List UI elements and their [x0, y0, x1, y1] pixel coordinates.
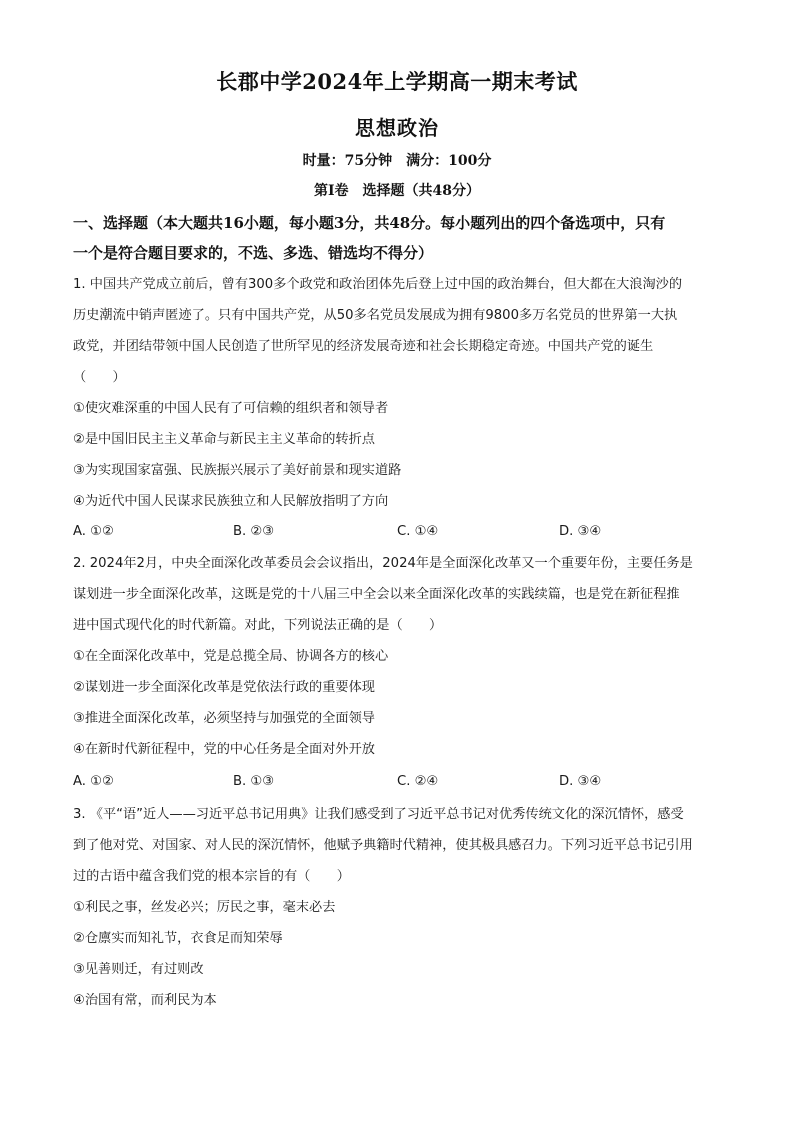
section-heading-line2: 一个是符合题目要求的，不选、多选、错选均不得分）	[73, 244, 434, 262]
q3-statement-2: ②仓廪实而知礼节，衣食足而知荣辱	[73, 931, 283, 946]
q1-statement-1: ①使灾难深重的中国人民有了可信赖的组织者和领导者	[73, 401, 389, 416]
time-info: 时量：75分钟 满分：100分	[302, 153, 492, 169]
q1-stem-line: 政党，并团结带领中国人民创造了世所罕见的经济发展奇迹和社会长期稳定奇迹。中国共产党的诞生	[73, 339, 654, 354]
q1-statement-4: ④为近代中国人民谋求民族独立和人民解放指明了方向	[73, 494, 389, 509]
q2-stem-line: 进中国式现代化的时代新篇。对此，下列说法正确的是（ ）	[73, 618, 443, 633]
q2-option-d[interactable]: D. ③④	[559, 774, 602, 789]
subject-title: 思想政治	[355, 116, 439, 140]
q1-statement-2: ②是中国旧民主主义革命与新民主主义革命的转折点	[73, 432, 375, 447]
q3-stem-line: 过的古语中蕴含我们党的根本宗旨的有（ ）	[73, 869, 350, 884]
q3-stem-line: 3. 《平“语”近人——习近平总书记用典》让我们感受到了习近平总书记对优秀传统文化的深沉情怀，感受	[73, 807, 684, 822]
q2-statement-2: ②谋划进一步全面深化改革是党依法行政的重要体现	[73, 680, 375, 695]
q2-option-b[interactable]: B. ①③	[233, 774, 275, 789]
q2-stem-line: 2. 2024年2月，中央全面深化改革委员会会议指出，2024年是全面深化改革又一个重要年份，主要任务是	[73, 556, 693, 571]
q3-stem-line: 到了他对党、对国家、对人民的深沉情怀，他赋予典籍时代精神，使其极具感召力。下列习近平总书记引用	[73, 838, 693, 853]
q1-answer-blank: （ ）	[73, 370, 126, 385]
q2-statement-3: ③推进全面深化改革，必须坚持与加强党的全面领导	[73, 711, 375, 726]
section-heading-line1: 一、选择题（本大题共16小题，每小题3分，共48分。每小题列出的四个备选项中，只有	[73, 214, 666, 232]
q2-option-a[interactable]: A. ①②	[73, 774, 114, 789]
q2-stem-line: 谋划进一步全面深化改革，这既是党的十八届三中全会以来全面深化改革的实践续篇，也是党在新征程推	[73, 587, 680, 602]
q1-options	[73, 524, 728, 542]
q3-statement-4: ④治国有常，而利民为本	[73, 993, 217, 1008]
q1-option-a[interactable]: A. ①②	[73, 524, 114, 539]
q2-statement-1: ①在全面深化改革中，党是总揽全局、协调各方的核心	[73, 649, 389, 664]
part-title: 第Ⅰ卷 选择题（共48分）	[313, 183, 481, 199]
q1-option-b[interactable]: B. ②③	[233, 524, 275, 539]
exam-title: 长郡中学2024年上学期高一期末考试	[216, 69, 578, 94]
q1-statement-3: ③为实现国家富强、民族振兴展示了美好前景和现实道路	[73, 463, 402, 478]
q2-options	[73, 774, 728, 792]
q3-statement-1: ①利民之事，丝发必兴；厉民之事，毫末必去	[73, 900, 336, 915]
q2-statement-4: ④在新时代新征程中，党的中心任务是全面对外开放	[73, 742, 375, 757]
q1-stem-line: 1. 中国共产党成立前后，曾有300多个政党和政治团体先后登上过中国的政治舞台，但大都在大浪淘沙的	[73, 277, 683, 292]
q3-statement-3: ③见善则迁，有过则改	[73, 962, 204, 977]
q1-option-d[interactable]: D. ③④	[559, 524, 602, 539]
q1-stem-line: 历史潮流中销声匿迹了。只有中国共产党，从50多名党员发展成为拥有9800多万名党员的世界第一大执	[73, 308, 678, 323]
q2-option-c[interactable]: C. ②④	[397, 774, 439, 789]
q1-option-c[interactable]: C. ①④	[397, 524, 439, 539]
